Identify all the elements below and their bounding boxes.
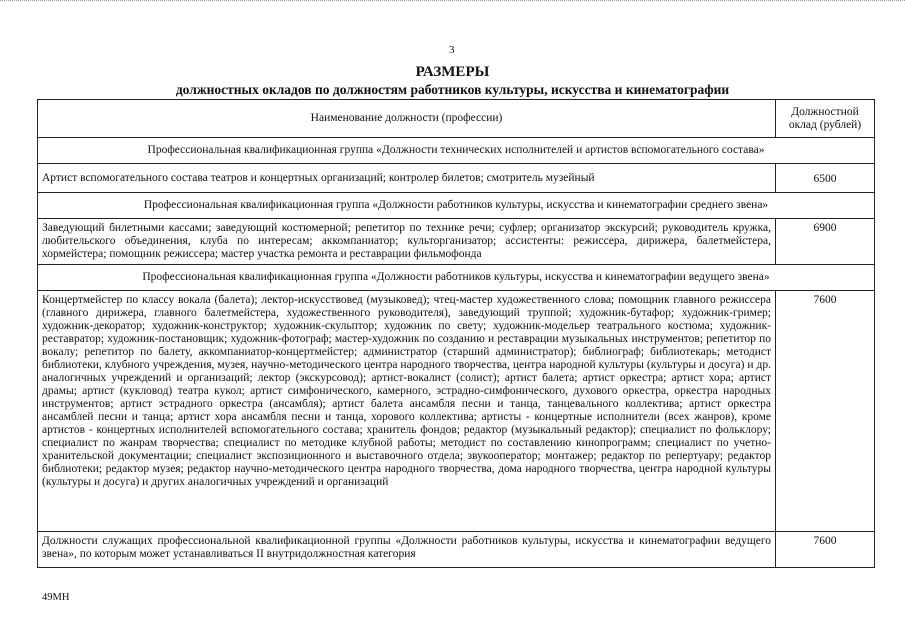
- group-row-middle: [38, 193, 875, 219]
- group-title: Профессиональная квалификационная группа «Должности работников культуры, искусства и кинематографии среднего звена»: [38, 193, 875, 219]
- table-header-row: [38, 100, 875, 138]
- table-row: [38, 219, 875, 265]
- header-position-name: Наименование должности (профессии): [38, 100, 776, 138]
- document-code: 49МН: [42, 592, 70, 603]
- salary-value: 7600: [776, 532, 875, 568]
- position-list: Концертмейстер по классу вокала (балета); лектор-искусствовед (музыковед); чтец-мастер художественного слова; помощник главного режиссера (главного дирижера, главного балетмейстера, художественного руководителя), заведующий труппой; художник-бутафор; художник-гример; художник-декоратор; художник-конструктор; художник-скульптор; художник по свету; художник-модельер театрального костюма; художник-реставратор; художник-постановщик; художник-фотограф; мастер-художник по созданию и реставрации музыкальных инструментов; репетитор по вокалу; репетитор по балету, аккомпаниатор-концертмейстер; администратор (старший администратор); библиограф; библиотекарь; методист библиотеки, клубного учреждения, музея, научно-методического центра народного творчества, центра народной культуры (культуры и досуга) и др. аналогичных учреждений и организаций; лектор (экскурсовод); артист-вокалист (солист); артист балета; артист оркестра; артист хора; артист драмы; артист (кукловод) театра кукол; артист симфонического, камерного, эстрадно-симфонического, духового оркестра, оркестра народных инструментов; артист эстрадного оркестра (ансамбля); артист балета ансамбля песни и танца, танцевального коллектива; артист оркестра ансамблей песни и танца; артист хора ансамбля песни и танца, хорового коллектива; артисты - концертные исполнители (всех жанров), кроме артистов - концертных исполнителей вспомогательного состава; хранитель фондов; редактор (музыкальный редактор); специалист по фольклору; специалист по жанрам творчества; специалист по методике клубной работы; методист по составлению кинопрограмм; специалист по учетно-хранительской документации; специалист экспозиционного и выставочного отдела; звукооператор; монтажер; редактор по репертуару; редактор библиотеки; редактор музея; редактор научно-методического центра народного творчества, дома народного творчества, центра народной культуры (культуры и досуга) и других аналогичных учреждений и организаций: [38, 291, 776, 532]
- document-title: РАЗМЕРЫ: [415, 64, 490, 80]
- document-subtitle: должностных окладов по должностям работников культуры, искусства и кинематографии: [175, 82, 730, 97]
- scan-top-edge: [0, 0, 905, 3]
- position-list: Артист вспомогательного состава театров и концертных организаций; контролер билетов; смотритель музейный: [38, 164, 776, 193]
- page-number: 3: [449, 44, 455, 56]
- position-list: Должности служащих профессиональной квалификационной группы «Должности работников культуры, искусства и кинематографии ведущего звена», по которым может устанавливаться II внутридолжностная категория: [38, 532, 776, 568]
- salary-value: 6500: [776, 164, 875, 193]
- position-list: Заведующий билетными кассами; заведующий костюмерной; репетитор по технике речи; суфлер; организатор экскурсий; руководитель кружка, любительского объединения, клуба по интересам; аккомпаниатор; культорганизатор; ассистенты: режиссера, дирижера, балетмейстера, хормейстера; помощник режиссера; мастер участка ремонта и реставрации фильмофонда: [38, 219, 776, 265]
- table-row: [38, 291, 875, 532]
- group-row-leading: [38, 265, 875, 291]
- group-row-technical: [38, 138, 875, 164]
- group-title: Профессиональная квалификационная группа «Должности технических исполнителей и артистов вспомогательного состава»: [38, 138, 875, 164]
- table-row: [38, 164, 875, 193]
- group-title: Профессиональная квалификационная группа «Должности работников культуры, искусства и кинематографии ведущего звена»: [38, 265, 875, 291]
- salary-value: 6900: [776, 219, 875, 265]
- salary-table: [37, 99, 875, 568]
- table-row: [38, 532, 875, 568]
- salary-value: 7600: [776, 291, 875, 532]
- header-salary: Должностной оклад (рублей): [776, 100, 875, 138]
